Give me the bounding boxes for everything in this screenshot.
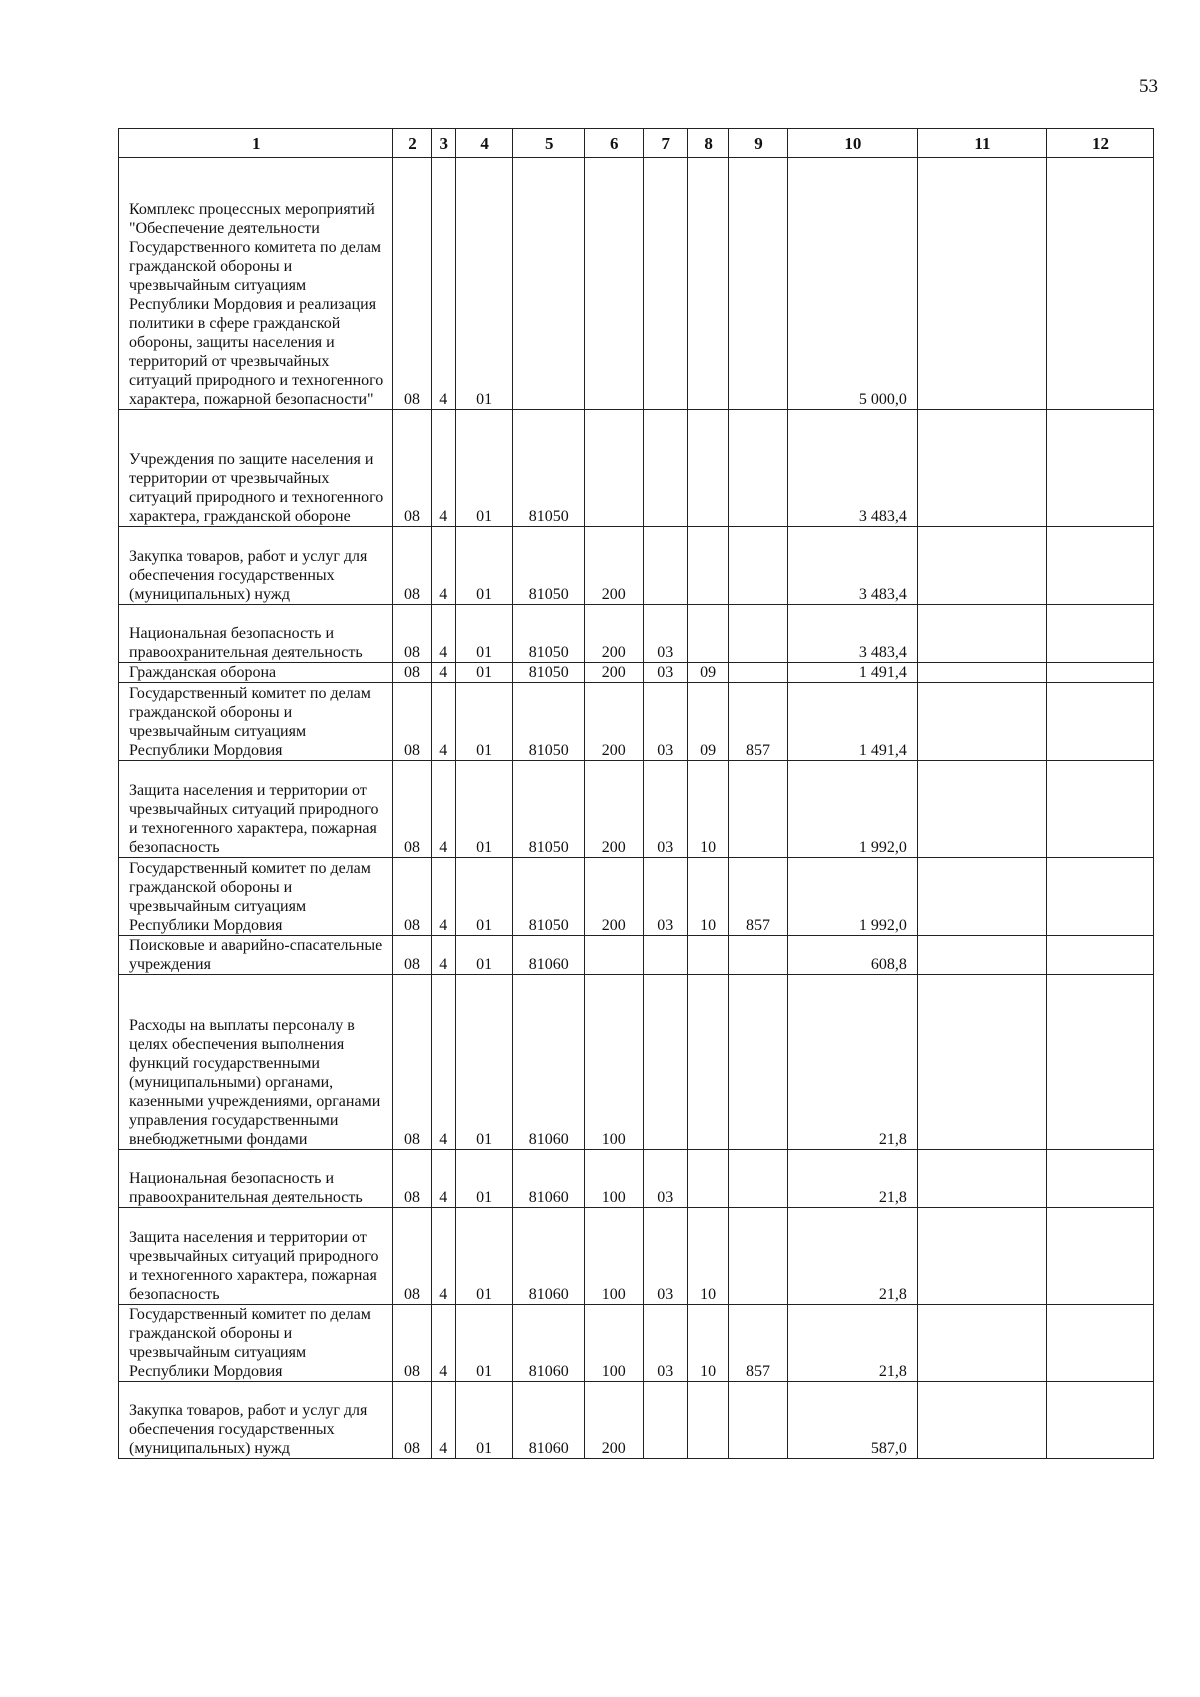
code-cell-4: 01 — [455, 527, 513, 605]
subsection-cell: 09 — [687, 663, 728, 683]
column-12-cell — [1046, 936, 1153, 975]
code-cell-3: 4 — [431, 975, 455, 1150]
item-name-cell: Национальная безопасность и правоохранительная деятельность — [119, 1150, 393, 1208]
section-cell: 03 — [643, 663, 687, 683]
column-12-cell — [1046, 858, 1153, 936]
expense-type-cell: 200 — [585, 858, 644, 936]
table-row — [119, 1305, 1154, 1382]
agency-code-cell: 857 — [729, 1305, 788, 1382]
column-11-cell — [917, 1382, 1046, 1459]
code-cell-4: 01 — [455, 605, 513, 663]
column-header-1: 1 — [119, 129, 393, 158]
column-11-cell — [917, 858, 1046, 936]
column-header-11: 11 — [917, 129, 1046, 158]
column-12-cell — [1046, 410, 1153, 527]
agency-code-cell — [729, 663, 788, 683]
expense-type-cell: 100 — [585, 1305, 644, 1382]
table-row — [119, 683, 1154, 761]
column-12-cell — [1046, 663, 1153, 683]
code-cell-4: 01 — [455, 683, 513, 761]
amount-cell: 21,8 — [787, 1305, 917, 1382]
expense-type-cell: 200 — [585, 663, 644, 683]
code-cell-3: 4 — [431, 158, 455, 410]
subsection-cell: 10 — [687, 761, 728, 858]
agency-code-cell — [729, 1208, 788, 1305]
column-11-cell — [917, 1208, 1046, 1305]
target-article-cell: 81050 — [513, 527, 585, 605]
code-cell-2: 08 — [393, 1305, 431, 1382]
column-11-cell — [917, 410, 1046, 527]
code-cell-2: 08 — [393, 858, 431, 936]
item-name-cell: Защита населения и территории от чрезвычайных ситуаций природного и техногенного характера, пожарная безопасность — [119, 1208, 393, 1305]
column-11-cell — [917, 1305, 1046, 1382]
section-cell: 03 — [643, 858, 687, 936]
expense-type-cell — [585, 158, 644, 410]
section-cell — [643, 1382, 687, 1459]
section-cell: 03 — [643, 1305, 687, 1382]
item-name-cell: Государственный комитет по делам гражданской обороны и чрезвычайным ситуациям Республики Мордовия — [119, 683, 393, 761]
column-12-cell — [1046, 1382, 1153, 1459]
amount-cell: 3 483,4 — [787, 527, 917, 605]
column-11-cell — [917, 605, 1046, 663]
code-cell-3: 4 — [431, 683, 455, 761]
subsection-cell — [687, 975, 728, 1150]
expense-type-cell: 200 — [585, 1382, 644, 1459]
amount-cell: 3 483,4 — [787, 410, 917, 527]
table-row — [119, 1382, 1154, 1459]
section-cell: 03 — [643, 761, 687, 858]
code-cell-2: 08 — [393, 1150, 431, 1208]
table-row — [119, 663, 1154, 683]
expense-type-cell — [585, 410, 644, 527]
section-cell: 03 — [643, 683, 687, 761]
amount-cell: 5 000,0 — [787, 158, 917, 410]
code-cell-3: 4 — [431, 527, 455, 605]
amount-cell: 1 992,0 — [787, 761, 917, 858]
agency-code-cell — [729, 975, 788, 1150]
agency-code-cell: 857 — [729, 683, 788, 761]
subsection-cell — [687, 1382, 728, 1459]
item-name-cell: Поисковые и аварийно-спасательные учреждения — [119, 936, 393, 975]
code-cell-4: 01 — [455, 936, 513, 975]
column-11-cell — [917, 936, 1046, 975]
subsection-cell: 10 — [687, 858, 728, 936]
table-row — [119, 158, 1154, 410]
code-cell-3: 4 — [431, 936, 455, 975]
item-name-cell: Защита населения и территории от чрезвычайных ситуаций природного и техногенного характера, пожарная безопасность — [119, 761, 393, 858]
target-article-cell: 81060 — [513, 1150, 585, 1208]
table-row — [119, 761, 1154, 858]
column-11-cell — [917, 975, 1046, 1150]
amount-cell: 587,0 — [787, 1382, 917, 1459]
table-row — [119, 410, 1154, 527]
code-cell-2: 08 — [393, 158, 431, 410]
target-article-cell: 81050 — [513, 858, 585, 936]
column-header-10: 10 — [787, 129, 917, 158]
section-cell: 03 — [643, 605, 687, 663]
target-article-cell: 81050 — [513, 683, 585, 761]
table-row — [119, 605, 1154, 663]
column-header-6: 6 — [585, 129, 644, 158]
expense-type-cell: 200 — [585, 761, 644, 858]
subsection-cell — [687, 410, 728, 527]
column-12-cell — [1046, 1208, 1153, 1305]
column-12-cell — [1046, 975, 1153, 1150]
table-row — [119, 975, 1154, 1150]
expense-type-cell — [585, 936, 644, 975]
agency-code-cell — [729, 1382, 788, 1459]
expense-type-cell: 100 — [585, 975, 644, 1150]
agency-code-cell — [729, 1150, 788, 1208]
subsection-cell: 09 — [687, 683, 728, 761]
amount-cell: 1 992,0 — [787, 858, 917, 936]
code-cell-2: 08 — [393, 1382, 431, 1459]
table-row — [119, 1208, 1154, 1305]
item-name-cell: Государственный комитет по делам гражданской обороны и чрезвычайным ситуациям Республики Мордовия — [119, 1305, 393, 1382]
amount-cell: 608,8 — [787, 936, 917, 975]
section-cell — [643, 975, 687, 1150]
amount-cell: 21,8 — [787, 975, 917, 1150]
column-header-9: 9 — [729, 129, 788, 158]
column-12-cell — [1046, 527, 1153, 605]
target-article-cell: 81050 — [513, 663, 585, 683]
amount-cell: 1 491,4 — [787, 683, 917, 761]
code-cell-3: 4 — [431, 1208, 455, 1305]
table-row — [119, 858, 1154, 936]
item-name-cell: Закупка товаров, работ и услуг для обеспечения государственных (муниципальных) нужд — [119, 527, 393, 605]
item-name-cell: Государственный комитет по делам гражданской обороны и чрезвычайным ситуациям Республики Мордовия — [119, 858, 393, 936]
code-cell-4: 01 — [455, 761, 513, 858]
code-cell-3: 4 — [431, 1150, 455, 1208]
amount-cell: 21,8 — [787, 1150, 917, 1208]
column-12-cell — [1046, 1150, 1153, 1208]
code-cell-3: 4 — [431, 410, 455, 527]
column-11-cell — [917, 761, 1046, 858]
code-cell-4: 01 — [455, 1305, 513, 1382]
agency-code-cell — [729, 158, 788, 410]
item-name-cell: Закупка товаров, работ и услуг для обеспечения государственных (муниципальных) нужд — [119, 1382, 393, 1459]
item-name-cell: Комплекс процессных мероприятий "Обеспечение деятельности Государственного комитета по делам гражданской обороны и чрезвычайным ситуациям Республики Мордовия и реализация политики в сфере гражданской обороны, защиты населения и территорий от чрезвычайных ситуаций природного и техногенного характера, пожарной безопасности" — [119, 158, 393, 410]
column-11-cell — [917, 683, 1046, 761]
code-cell-3: 4 — [431, 858, 455, 936]
section-cell: 03 — [643, 1208, 687, 1305]
section-cell — [643, 410, 687, 527]
column-header-7: 7 — [643, 129, 687, 158]
page-number: 53 — [1139, 76, 1158, 97]
target-article-cell: 81060 — [513, 975, 585, 1150]
item-name-cell: Учреждения по защите населения и территории от чрезвычайных ситуаций природного и техногенного характера, гражданской обороне — [119, 410, 393, 527]
agency-code-cell — [729, 527, 788, 605]
agency-code-cell — [729, 410, 788, 527]
target-article-cell: 81060 — [513, 936, 585, 975]
subsection-cell — [687, 605, 728, 663]
amount-cell: 3 483,4 — [787, 605, 917, 663]
expense-type-cell: 200 — [585, 683, 644, 761]
code-cell-2: 08 — [393, 410, 431, 527]
item-name-cell: Национальная безопасность и правоохранительная деятельность — [119, 605, 393, 663]
column-header-4: 4 — [455, 129, 513, 158]
column-12-cell — [1046, 683, 1153, 761]
target-article-cell: 81060 — [513, 1208, 585, 1305]
target-article-cell: 81060 — [513, 1305, 585, 1382]
expense-type-cell: 100 — [585, 1208, 644, 1305]
code-cell-4: 01 — [455, 1150, 513, 1208]
code-cell-3: 4 — [431, 761, 455, 858]
code-cell-4: 01 — [455, 410, 513, 527]
code-cell-3: 4 — [431, 663, 455, 683]
code-cell-4: 01 — [455, 663, 513, 683]
target-article-cell: 81060 — [513, 1382, 585, 1459]
target-article-cell: 81050 — [513, 605, 585, 663]
subsection-cell — [687, 527, 728, 605]
column-header-8: 8 — [687, 129, 728, 158]
target-article-cell: 81050 — [513, 410, 585, 527]
code-cell-2: 08 — [393, 527, 431, 605]
subsection-cell: 10 — [687, 1208, 728, 1305]
code-cell-2: 08 — [393, 1208, 431, 1305]
target-article-cell: 81050 — [513, 761, 585, 858]
target-article-cell — [513, 158, 585, 410]
code-cell-4: 01 — [455, 1382, 513, 1459]
table-header-row — [119, 129, 1154, 158]
subsection-cell — [687, 158, 728, 410]
table-row — [119, 936, 1154, 975]
table-body — [119, 158, 1154, 1459]
table-row — [119, 527, 1154, 605]
column-12-cell — [1046, 1305, 1153, 1382]
agency-code-cell — [729, 761, 788, 858]
code-cell-4: 01 — [455, 858, 513, 936]
item-name-cell: Гражданская оборона — [119, 663, 393, 683]
section-cell — [643, 158, 687, 410]
code-cell-3: 4 — [431, 1305, 455, 1382]
column-11-cell — [917, 663, 1046, 683]
column-header-5: 5 — [513, 129, 585, 158]
column-11-cell — [917, 527, 1046, 605]
expense-type-cell: 100 — [585, 1150, 644, 1208]
code-cell-2: 08 — [393, 605, 431, 663]
expense-type-cell: 200 — [585, 527, 644, 605]
column-header-12: 12 — [1046, 129, 1153, 158]
amount-cell: 21,8 — [787, 1208, 917, 1305]
subsection-cell — [687, 1150, 728, 1208]
expense-type-cell: 200 — [585, 605, 644, 663]
agency-code-cell — [729, 605, 788, 663]
column-header-2: 2 — [393, 129, 431, 158]
column-12-cell — [1046, 158, 1153, 410]
subsection-cell — [687, 936, 728, 975]
column-11-cell — [917, 1150, 1046, 1208]
code-cell-2: 08 — [393, 936, 431, 975]
section-cell — [643, 527, 687, 605]
agency-code-cell — [729, 936, 788, 975]
code-cell-4: 01 — [455, 975, 513, 1150]
code-cell-2: 08 — [393, 683, 431, 761]
column-11-cell — [917, 158, 1046, 410]
code-cell-4: 01 — [455, 1208, 513, 1305]
item-name-cell: Расходы на выплаты персоналу в целях обеспечения выполнения функций государственными (муниципальными) органами, казенными учреждениями, органами управления государственными внебюджетными фондами — [119, 975, 393, 1150]
code-cell-3: 4 — [431, 1382, 455, 1459]
subsection-cell: 10 — [687, 1305, 728, 1382]
section-cell: 03 — [643, 1150, 687, 1208]
column-12-cell — [1046, 605, 1153, 663]
column-header-3: 3 — [431, 129, 455, 158]
budget-table — [118, 128, 1154, 1459]
column-12-cell — [1046, 761, 1153, 858]
amount-cell: 1 491,4 — [787, 663, 917, 683]
code-cell-3: 4 — [431, 605, 455, 663]
code-cell-2: 08 — [393, 975, 431, 1150]
code-cell-2: 08 — [393, 663, 431, 683]
code-cell-4: 01 — [455, 158, 513, 410]
code-cell-2: 08 — [393, 761, 431, 858]
table-row — [119, 1150, 1154, 1208]
section-cell — [643, 936, 687, 975]
agency-code-cell: 857 — [729, 858, 788, 936]
